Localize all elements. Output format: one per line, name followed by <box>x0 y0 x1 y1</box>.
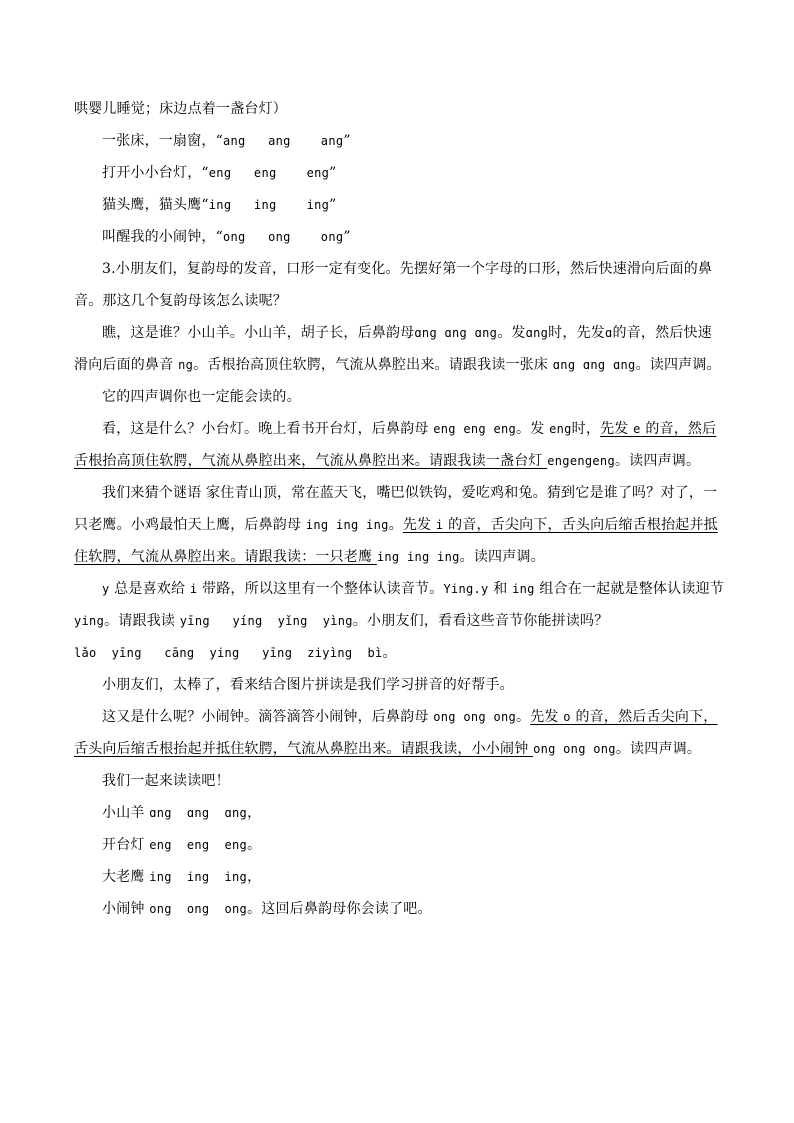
text: 和 <box>488 581 513 597</box>
pinyin: engengeng <box>547 454 615 468</box>
review-line-ing <box>0 861 724 893</box>
text: 。 <box>247 837 262 853</box>
pinyin: ng <box>178 358 194 372</box>
text: 。读四声调。 <box>615 741 702 757</box>
paragraph-four-tones <box>0 381 724 413</box>
text: 一张床，一扇窗，“ <box>102 133 223 149</box>
review-line-ang <box>0 797 724 829</box>
text: 叫醒我的小闹钟，“ <box>102 229 223 245</box>
pinyin: ing ing ing <box>305 518 389 532</box>
text: 小朋友们，太棒了，看来结合图片拼读是我们学习拼音的好帮手。 <box>102 677 514 693</box>
text: 我们一起来读读吧！ <box>102 773 230 789</box>
pinyin: ɑ <box>604 326 613 340</box>
text: 开台灯 <box>102 837 150 853</box>
text: ” <box>329 197 337 213</box>
text: ” <box>343 229 351 245</box>
text: 总是喜欢给 <box>109 581 190 597</box>
text: 看，这是什么？小台灯。晚上看书开台灯，后鼻韵母 <box>102 421 434 437</box>
text: 。小朋友们，看看这些音节你能拼读吗？ <box>352 613 609 629</box>
paragraph-ong <box>0 701 724 765</box>
pinyin: eng eng eng <box>149 838 248 852</box>
text: 。 <box>516 709 531 725</box>
pinyin: ying <box>74 614 105 628</box>
text: 。读四声调。 <box>614 453 701 469</box>
pinyin: ɑng ɑng ɑng <box>149 806 248 820</box>
pinyin: ing ing ing <box>208 198 330 212</box>
text: 。请跟我读 <box>104 613 180 629</box>
text: 哄婴儿睡觉；床边点着一盏台灯） <box>74 101 287 117</box>
paragraph-ang <box>0 317 724 381</box>
text: 。舌根抬高顶住软腭，气流从鼻腔出来。请跟我读一张床 <box>193 357 553 373</box>
text: 。这回后鼻韵母你会读了吧。 <box>247 901 432 917</box>
text: 时， <box>571 421 601 437</box>
text: ” <box>343 133 351 149</box>
text: 小闹钟 <box>102 901 150 917</box>
text: ， <box>247 805 262 821</box>
chant-line-eng <box>0 157 724 189</box>
text: 时，先发 <box>548 325 605 341</box>
pinyin: lǎo yīng cāng ying yīng ziyìng bì <box>74 646 383 660</box>
chant-line-ong <box>0 221 724 253</box>
paragraph-eng <box>0 413 724 477</box>
text: 。读四声调。 <box>459 549 545 565</box>
text: 大老鹰 <box>102 869 150 885</box>
pinyin: ong ong ong <box>149 902 248 916</box>
text: 先发 <box>402 517 436 533</box>
pinyin: y <box>102 582 110 596</box>
text: 。发 <box>497 325 526 341</box>
text: 这又是什么呢？小闹钟。滴答滴答小闹钟，后鼻韵母 <box>102 709 434 725</box>
pinyin: ong ong ong <box>433 710 517 724</box>
pinyin: i <box>189 582 198 596</box>
pinyin: Ying.y <box>443 582 489 596</box>
review-line-ong <box>0 893 724 925</box>
text: 的音，舌尖向下，舌头向后缩舌根抬起并抵住软腭，气流从鼻腔出来。请跟我读：一只老鹰 <box>74 517 718 565</box>
paragraph-ing <box>0 477 724 573</box>
text: 带路，所以这里有一个整体认读音节。 <box>197 581 444 597</box>
chant-line-ang <box>0 125 724 157</box>
text: 瞧，这是谁？小山羊。小山羊，胡子长，后鼻韵母 <box>102 325 415 341</box>
paragraph-read-together <box>0 765 724 797</box>
text: 它的四声调你也一定能会读的。 <box>102 389 301 405</box>
pinyin: eng <box>549 422 572 436</box>
text: ， <box>247 869 262 885</box>
pinyin: e <box>633 422 641 436</box>
pinyin: eng eng eng <box>433 422 517 436</box>
text: 先发 <box>600 421 634 437</box>
text: 的音，然后快速滑向后面的鼻音 <box>74 325 712 373</box>
chant-line-ing <box>0 189 724 221</box>
text: 先发 <box>530 709 564 725</box>
text: 。 <box>382 645 397 661</box>
text: 小山羊 <box>102 805 150 821</box>
text: 打开小小台灯，“ <box>102 165 209 181</box>
paragraph-y-ying <box>0 573 724 669</box>
text: 我们来猜个谜语 家住青山顶，常在蓝天飞，嘴巴似铁钩，爱吃鸡和兔。猜到它是谁了吗？对了，一只老鹰。小鸡最怕天上鹰，后鼻韵母 <box>74 485 718 533</box>
text: 的音，然后舌根抬高顶住软腭，气流从鼻腔出来，气流从鼻腔出来。请跟我读一盏台灯 <box>74 421 717 469</box>
pinyin: ong ong ong <box>533 742 616 756</box>
pinyin: ɑng ɑng ɑng <box>552 358 636 372</box>
pinyin: eng eng eng <box>208 166 330 180</box>
review-line-eng <box>0 829 724 861</box>
pinyin: ang ang ang <box>222 134 344 148</box>
pinyin: o <box>563 710 571 724</box>
pinyin: yīng yíng yǐng yìng <box>179 614 353 628</box>
pinyin: ing ing ing <box>376 550 460 564</box>
text: ” <box>329 165 337 181</box>
line-lullaby-end <box>0 93 724 125</box>
paragraph-pictures <box>0 669 724 701</box>
text: 。发 <box>516 421 550 437</box>
text: 。 <box>388 517 403 533</box>
pinyin: i <box>435 518 444 532</box>
pinyin: ɑng <box>525 326 549 340</box>
pinyin: ing ing ing <box>149 870 248 884</box>
pinyin: ong ong ong <box>222 230 344 244</box>
text: 。读四声调。 <box>635 357 721 373</box>
text: 猫头鹰，猫头鹰“ <box>102 197 209 213</box>
paragraph-step-3 <box>0 253 724 317</box>
text: 3.小朋友们，复韵母的发音，口形一定有变化。先摆好第一个字母的口形，然后快速滑向后面的鼻音。那这几个复韵母该怎么读呢？ <box>74 261 713 309</box>
text: 组合在一起就是整体认读迎节 <box>534 581 724 597</box>
pinyin: ɑng ɑng ɑng <box>414 326 498 340</box>
text: 的音，然后舌尖向下，舌头向后缩舌根抬起并抵住软腭，气流从鼻腔出来。请跟我读，小小闹钟 <box>74 709 718 757</box>
pinyin: ing <box>512 582 535 596</box>
